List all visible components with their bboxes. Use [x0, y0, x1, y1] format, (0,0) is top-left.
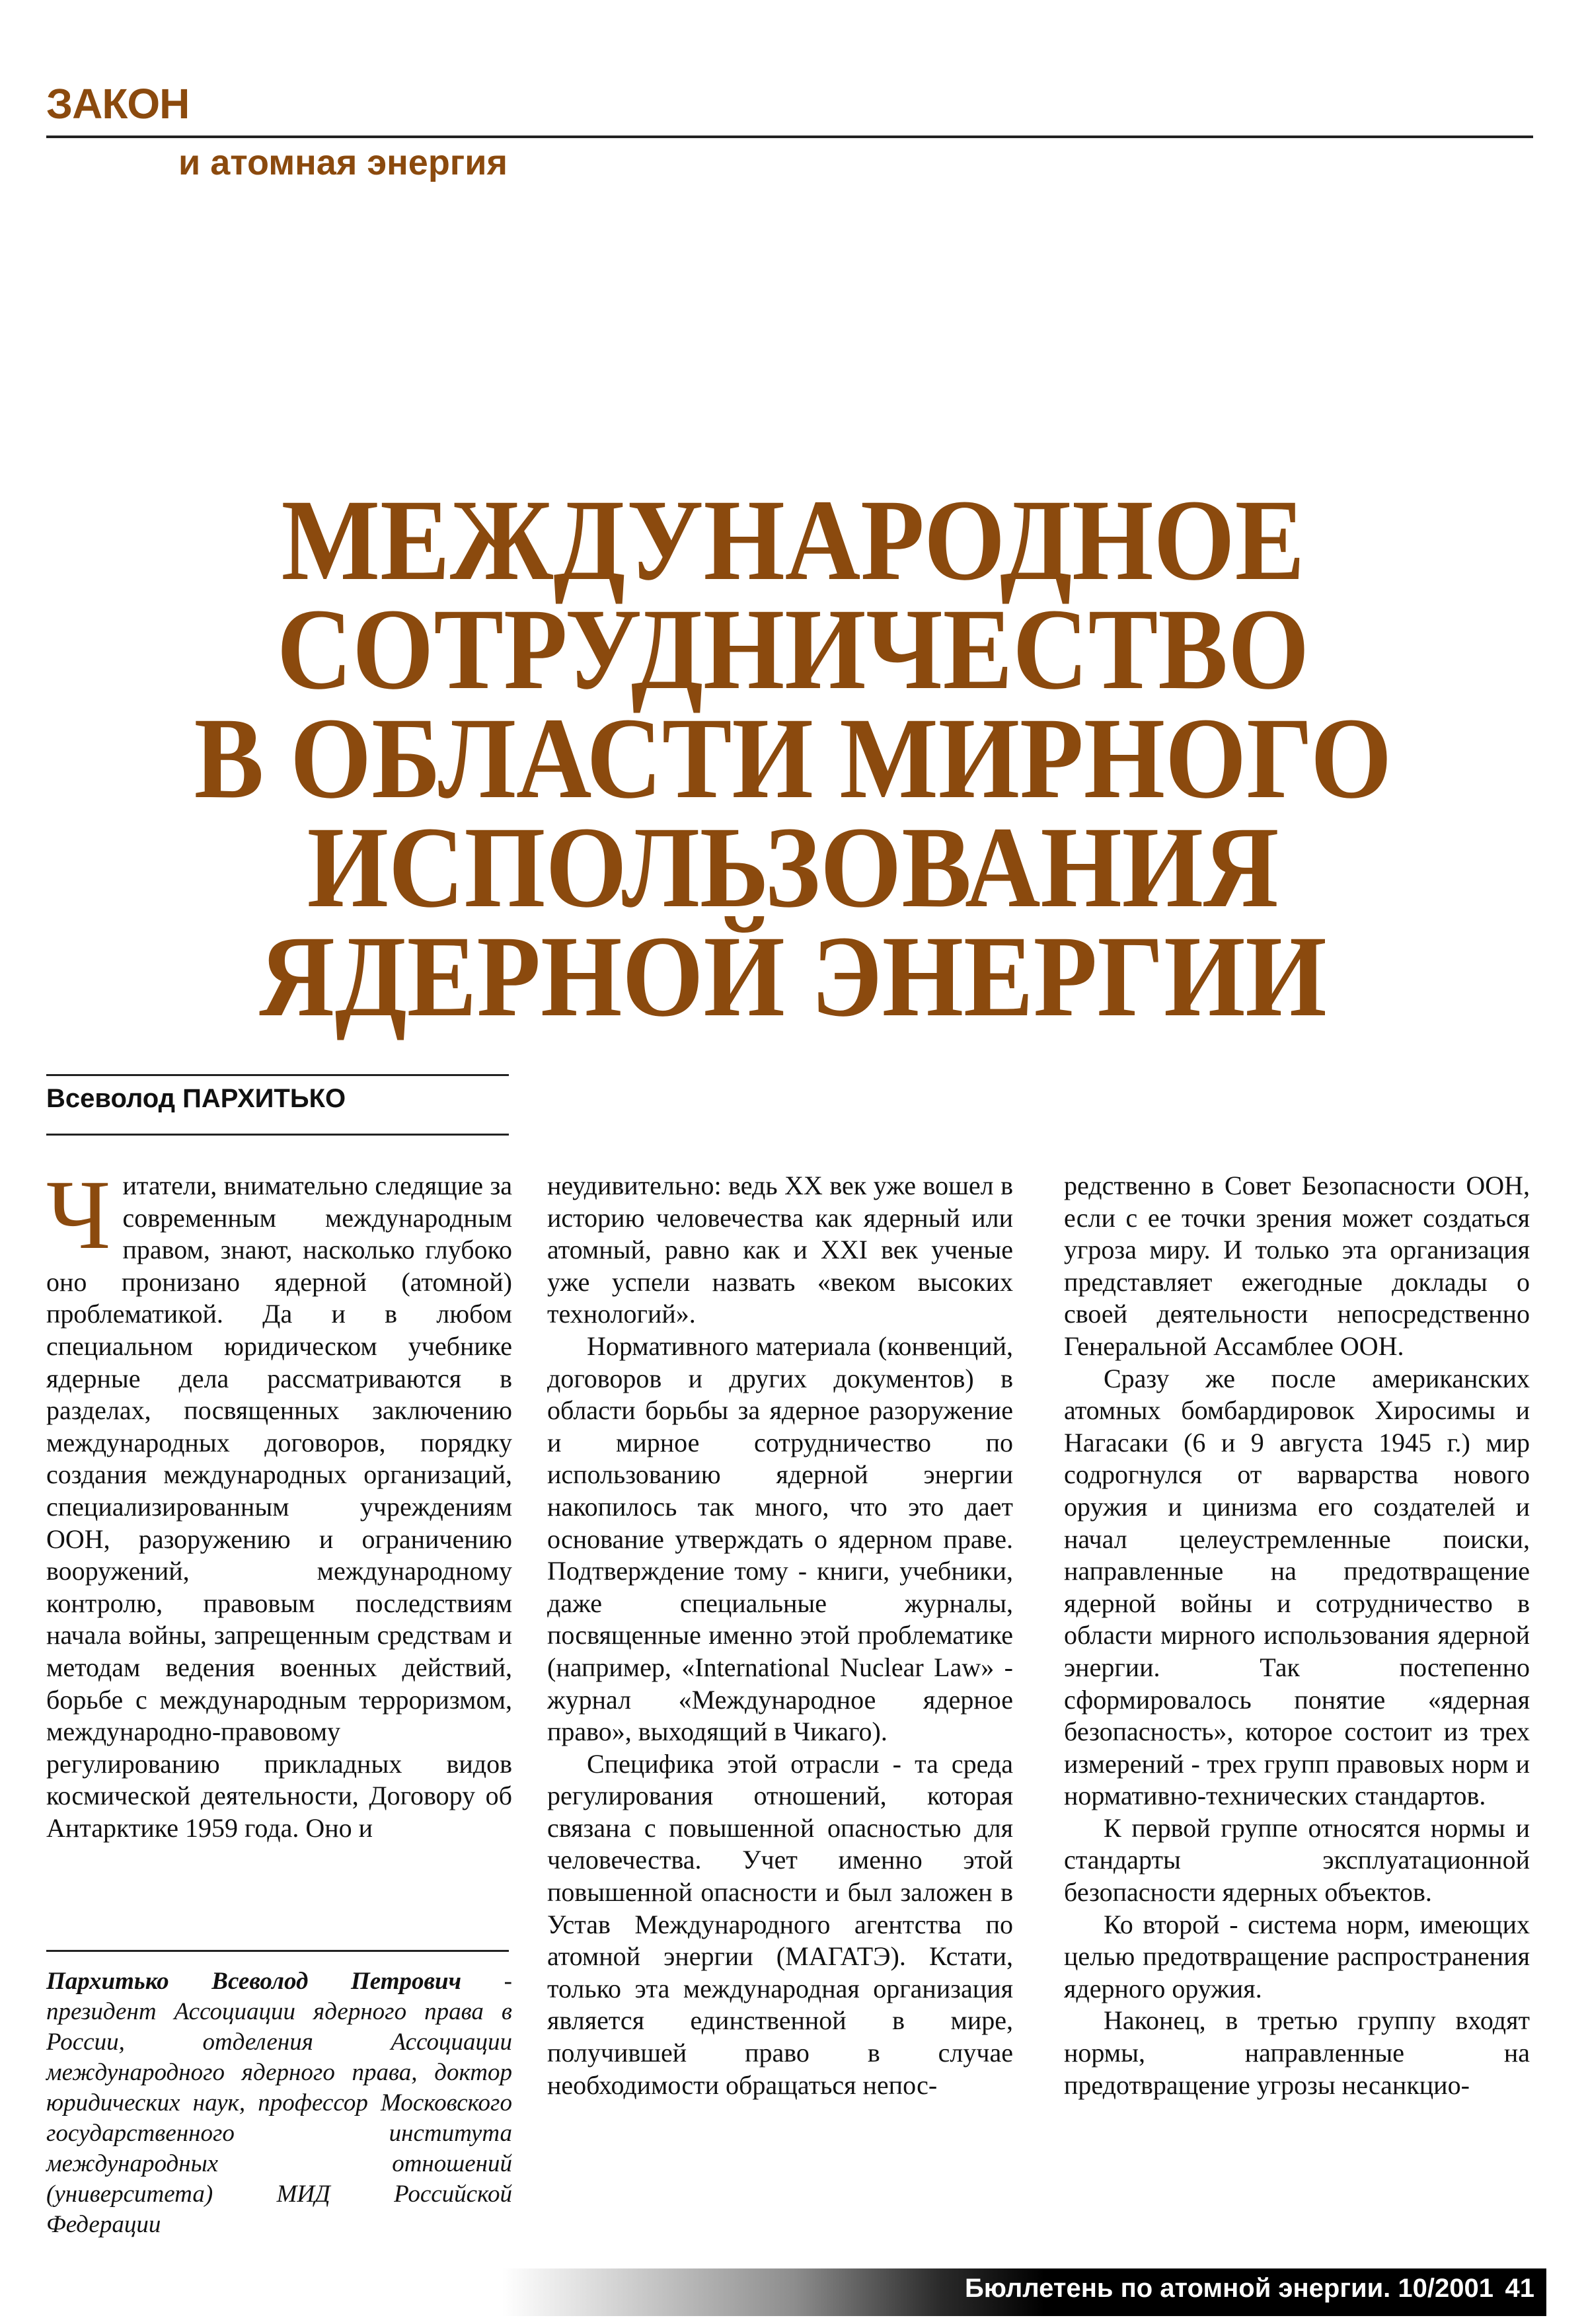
article-title-line: В ОБЛАСТИ МИРНОГО [194, 694, 1392, 823]
article-title-line: СОТРУДНИЧЕСТВО [276, 585, 1310, 714]
lead-paragraph [46, 1160, 512, 1844]
drop-cap: Ч [46, 1160, 111, 1270]
body-paragraph: Специфика этой отрасли - та среда регулирования отношений, которая связана с повышенной опасностью для человечества. Учет именно этой повышенной опасности и был заложен в Устав Международного агентства по атомной энергии (МАГАТЭ). Кстати, только эта международная организация является единственной в мире, получившей право в случае необходимости обращаться непос- [547, 1748, 1013, 2100]
footer-journal-title: Бюллетень по атомной энергии. 10/2001 [964, 2274, 1493, 2303]
page-number: 41 [1505, 2274, 1534, 2303]
text-column-3 [1064, 1170, 1530, 2101]
article-title-line: ЯДЕРНОЙ ЭНЕРГИИ [259, 912, 1327, 1041]
footnote-author-name: Пархитько Всеволод Петрович [46, 1968, 462, 1995]
article-title-line: ИСПОЛЬЗОВАНИЯ [307, 803, 1279, 932]
lead-paragraph-text: итатели, внимательно следящие за современным международным правом, знают, насколько глубоко оно пронизано ядерной (атомной) проблематикой. Да и в любом специальном юридическом учебнике ядерные дела рассматриваются в разделах, посвященных заключению международных договоров, порядку создания международных организаций, специализированным учреждениям ООН, разоружению и ограничению вооружений, международному контролю, правовым последствиям начала войны, запрещенным средствам и методам ведения военных действий, борьбе с международным терроризмом, международно-правовому регулированию прикладных видов космической деятельности, Договору об Антарктике 1959 года. Оно и [46, 1171, 512, 1843]
footnote-author-bio: - президент Ассоциации ядерного права в России, отделения Ассоциации международного ядерного права, доктор юридических наук, профессор Московского государственного института международных отношений (университета) МИД Российской Федерации [46, 1968, 512, 2238]
footnote-divider [46, 1950, 509, 1952]
text-column-2 [547, 1170, 1013, 2101]
section-rubric-subtitle: и атомная энергия [178, 143, 508, 182]
text-column-1 [46, 1160, 512, 1844]
author-rule-bottom [46, 1134, 509, 1136]
body-paragraph: редственно в Совет Безопасности ООН, если с ее точки зрения может создаться угроза миру. И только эта организация представляет ежегодные доклады о своей деятельности непосредственно Генеральной Ассамблее ООН. [1064, 1171, 1530, 1361]
section-rubric-title: ЗАКОН [46, 80, 190, 128]
article-title [115, 476, 1471, 1041]
rubric-divider [46, 136, 1533, 138]
body-paragraph: К первой группе относятся нормы и стандарты эксплуатационной безопасности ядерных объектов. [1064, 1812, 1530, 1908]
body-paragraph: Ко второй - система норм, имеющих целью предотвращение распространения ядерного оружия. [1064, 1909, 1530, 2003]
body-paragraph: Наконец, в третью группу входят нормы, направленные на предотвращение угрозы несанкцио- [1064, 2005, 1530, 2100]
author-rule-top [46, 1074, 509, 1076]
body-paragraph: неудивительно: ведь XX век уже вошел в историю человечества как ядерный или атомный, равно как и XXI век ученые уже успели назвать «веком высоких технологий». [547, 1171, 1013, 1329]
author-name: Всеволод ПАРХИТЬКО [46, 1084, 346, 1113]
article-title-line: МЕЖДУНАРОДНОЕ [281, 476, 1305, 605]
author-footnote [46, 1966, 512, 2240]
body-paragraph: Нормативного материала (конвенций, договоров и других документов) в области борьбы за ядерное разоружение и мирное сотрудничество по использованию ядерной энергии накопилось так много, что это дает основание утверждать о ядерном праве. Подтверждение тому - книги, учебники, даже специальные журналы, посвященные именно этой проблематике (например, «International Nuclear Law» - журнал «Международное ядерное право», выходящий в Чикаго). [547, 1331, 1013, 1747]
body-paragraph: Сразу же после американских атомных бомбардировок Хиросимы и Нагасаки (6 и 9 августа 1945 г.) мир содрогнулся от варварства нового оружия и цинизма его создателей и начал целеустремленные поиски, направленные на предотвращение ядерной войны и сотрудничество в области мирного использования ядерной энергии. Так постепенно сформировалось понятие «ядерная безопасность», которое состоит из трех измерений - трех групп правовых норм и нормативно-технических стандартов. [1064, 1363, 1530, 1811]
